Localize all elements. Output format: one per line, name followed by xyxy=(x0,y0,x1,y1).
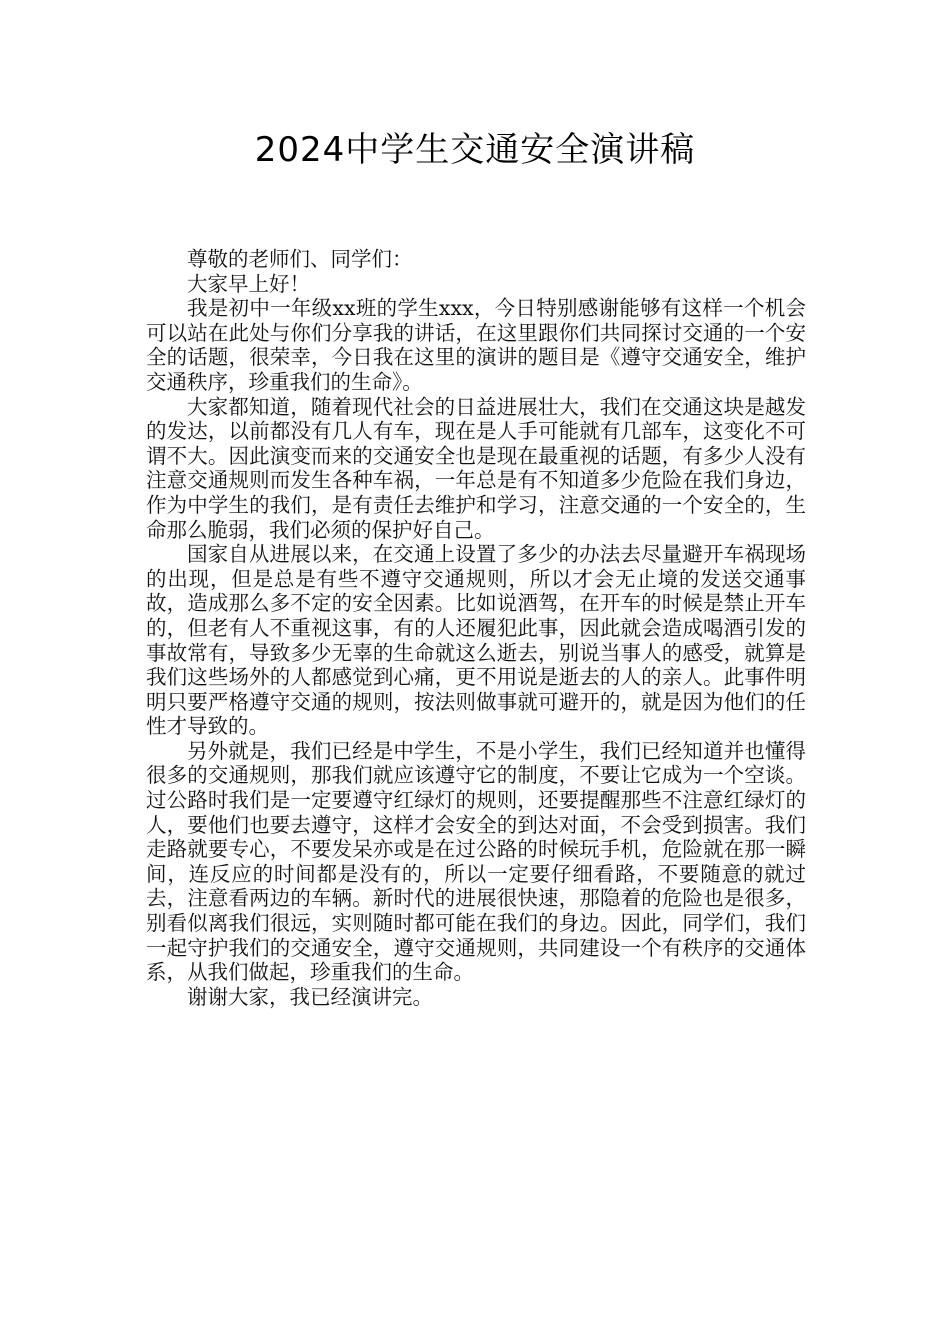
greeting: 大家早上好！ xyxy=(187,271,310,296)
salutation: 尊敬的老师们、同学们： xyxy=(187,247,413,271)
paragraph-introduction: 我是初中一年级xx班的学生xxx，今日特别感谢能够有这样一个机会可以站在此处与你们分享我的讲话，在这里跟你们共同探讨交通的一个安全的话题，很荣幸，今日我在这里的演讲的题目是《遵守交通安全，维护交通秩序，珍重我们的生命》。 xyxy=(146,296,806,394)
paragraph-student-responsibility: 另外就是，我们已经是中学生，不是小学生，我们已经知道并也懂得很多的交通规则，那我们就应该遵守它的制度，不要让它成为一个空谈。过公路时我们是一定要遵守红绿灯的规则，还要提醒那些不注意红绿灯的人，要他们也要去遵守，这样才会安全的到达对面，不会受到损害。我们走路就要专心，不要发呆亦或是在过公路的时候玩手机，危险就在那一瞬间，连反应的时间都是没有的，所以一定要仔细看路，不要随意的就过去，注意看两边的车辆。新时代的进展很快速，那隐着的危险也是很多，别看似离我们很远，实则随时都可能在我们的身边。因此，同学们，我们一起守护我们的交通安全，遵守交通规则，共同建设一个有秩序的交通体系，从我们做起，珍重我们的生命。 xyxy=(146,738,806,985)
document-body xyxy=(146,247,806,1009)
paragraph-traffic-development: 大家都知道，随着现代社会的日益进展壮大，我们在交通这块是越发的发达，以前都没有几人有车，现在是人手可能就有几部车，这变化不可谓不大。因此演变而来的交通安全也是现在最重视的话题，有多少人没有注意交通规则而发生各种车祸，一年总是有不知道多少危险在我们身边，作为中学生的我们，是有责任去维护和学习，注意交通的一个安全的，生命那么脆弱，我们必须的保护好自己。 xyxy=(146,394,806,542)
document-title: 2024中学生交通安全演讲稿 xyxy=(254,130,696,170)
closing: 谢谢大家，我已经演讲完。 xyxy=(187,984,433,1009)
paragraph-drunk-driving: 国家自从进展以来，在交通上设置了多少的办法去尽量避开车祸现场的出现，但是总是有些不遵守交通规则，所以才会无止境的发送交通事故，造成那么多不定的安全因素。比如说酒驾，在开车的时候是禁止开车的，但老有人不重视这事，有的人还履犯此事，因此就会造成喝酒引发的事故常有，导致多少无辜的生命就这么逝去，别说当事人的感受，就算是我们这些场外的人都感觉到心痛，更不用说是逝去的人的亲人。此事件明明只要严格遵守交通的规则，按法则做事就可避开的，就是因为他们的任性才导致的。 xyxy=(146,542,806,739)
